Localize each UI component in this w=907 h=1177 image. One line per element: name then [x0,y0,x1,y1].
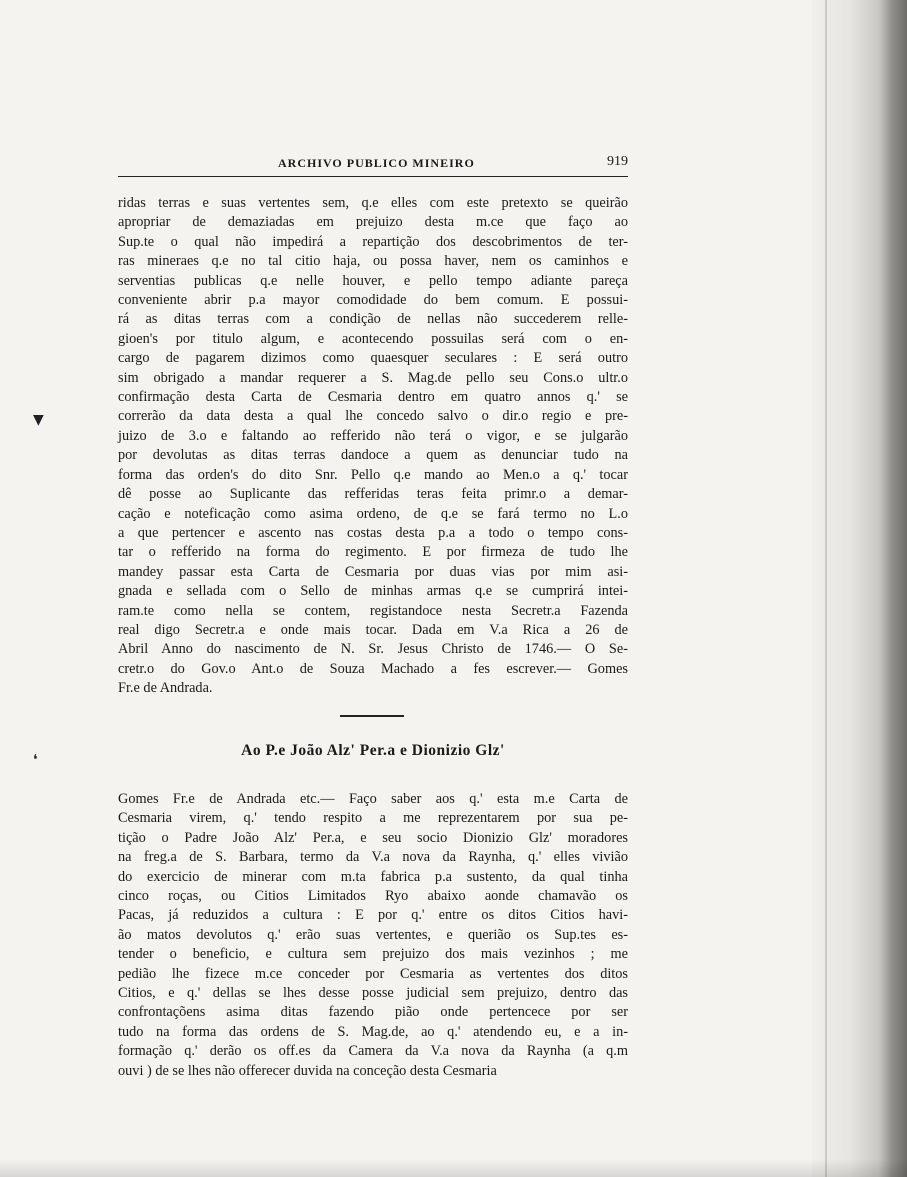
text-line: confrontaçõens asima ditas fazendo pião onde pertencece por ser [118,1004,628,1021]
text-line: ão matos devolutos q.' erão suas vertentes, e querião os Sup.tes es- [118,926,628,943]
text-line: cinco roças, ou Citios Limitados Ryo abaixo aonde chamavão os [118,888,628,905]
text-line: dê posse ao Suplicante das refferidas teras feita primr.o a demar- [118,486,628,503]
text-line: cargo de pagarem dizimos como quaesquer seculares : E será outro [118,350,628,367]
text-line: gioen's por titulo algum, e acontecendo possuilas será com o en- [118,330,628,347]
text-line: tar o refferido na forma do regimento. E por firmeza de tudo lhe [118,544,628,561]
text-line: Cesmaria virem, q.' tendo respito a me reprezentarem por sua pe- [118,810,628,827]
paragraph-2 [118,790,628,1081]
text-line: confirmação desta Carta de Cesmaria dentro em quatro annos q.' se [118,389,628,406]
paragraph-1 [118,194,628,699]
page-header [118,156,628,177]
text-line: na freg.a de S. Barbara, termo da V.a nova da Raynha, q.' elles vivião [118,849,628,866]
text-line: Pacas, já reduzidos a cultura : E por q.' entre os ditos Citios havi- [118,907,628,924]
text-line: correrão da data desta a qual lhe concedo salvo o dir.o regio e pre- [118,408,628,425]
running-head: ARCHIVO PUBLICO MINEIRO [278,156,475,170]
text-line: pedião lhe fizece m.ce conceder por Cesmaria as vertentes dos ditos [118,965,628,982]
text-line: Sup.te o qual não impedirá a repartição dos descobrimentos de ter- [118,233,628,250]
text-line: Abril Anno do nascimento de N. Sr. Jesus Christo de 1746.— O Se- [118,641,628,658]
text-line: ram.te como nella se contem, registandoce nesta Secretr.a Fazenda [118,602,628,619]
text-line: real digo Secretr.a e onde mais tocar. Dada em V.a Rica a 26 de [118,621,628,638]
text-line: juizo de 3.o e faltando ao refferido não terá o vigor, e se julgarão [118,427,628,444]
scan-bottom-shadow [0,1159,907,1177]
section-separator [340,715,404,717]
text-line: gnada e sellada com o Sello de minhas armas q.e se cumprirá intei- [118,583,628,600]
text-line: a que pertencer e ascento nas costas desta p.a a todo o tempo cons- [118,524,628,541]
text-line: tição o Padre João Alz' Per.a, e seu socio Dionizio Glz' moradores [118,829,628,846]
text-line: tender o beneficio, e cultura sem prejuizo dos mais vezinhos ; me [118,946,628,963]
text-line: sim obrigado a mandar requerer a S. Mag.de pello seu Cons.o ultr.o [118,369,628,386]
text-line: serventias publicas q.e nelle houver, e pello tempo adiante pareça [118,272,628,289]
section-title: Ao P.e João Alz' Per.a e Dionizio Glz' [241,742,505,759]
margin-tick-mark: ❛ [33,752,38,768]
text-line: ouvi ) de se lhes não offerecer duvida na conceção desta Cesmaria [118,1062,497,1079]
text-line: do exercicio de minerar com m.ta fabrica p.a sustento, da qual tinha [118,868,628,885]
text-line: mandey passar esta Carta de Cesmaria por duas vias por mim asi- [118,563,628,580]
text-line: forma das orden's do dito Snr. Pello q.e mando ao Men.o a q.' tocar [118,466,628,483]
text-line: Gomes Fr.e de Andrada etc.— Faço saber aos q.' esta m.e Carta de [118,791,628,807]
text-line: cretr.o do Gov.o Ant.o de Souza Machado a fes escrever.— Gomes [118,660,628,677]
text-line: ridas terras e suas vertentes sem, q.e elles com este pretexto se queirão [118,195,628,211]
text-line: rá as ditas terras com a condição de nellas não succederem relle- [118,311,628,328]
text-line: tudo na forma das ordens de S. Mag.de, ao q.' atendendo eu, e a in- [118,1023,628,1040]
text-line: formação q.' derão os off.es da Camera da V.a nova da Raynha (a q.m [118,1043,628,1060]
text-line: Fr.e de Andrada. [118,680,213,697]
text-line: cação e noteficação como asima ordeno, de q.e se fará termo no L.o [118,505,628,522]
page-number: 919 [607,154,628,169]
scan-edge-line [825,0,827,1177]
text-line: apropriar de demaziadas em prejuizo desta m.ce que faço ao [118,214,628,231]
text-line: por devolutas as ditas terras dandoce a quem as denunciar tudo na [118,447,628,464]
text-line: Citios, e q.' dellas se lhes desse posse judicial sem prejuizo, dentro das [118,985,628,1002]
margin-arrow-mark: ▼ [33,412,44,428]
text-line: ras mineraes q.e no tal citio haja, ou possa haver, nem os caminhos e [118,253,628,270]
text-line: conveniente abrir p.a mayor comodidade do bem comum. E possui- [118,292,628,309]
